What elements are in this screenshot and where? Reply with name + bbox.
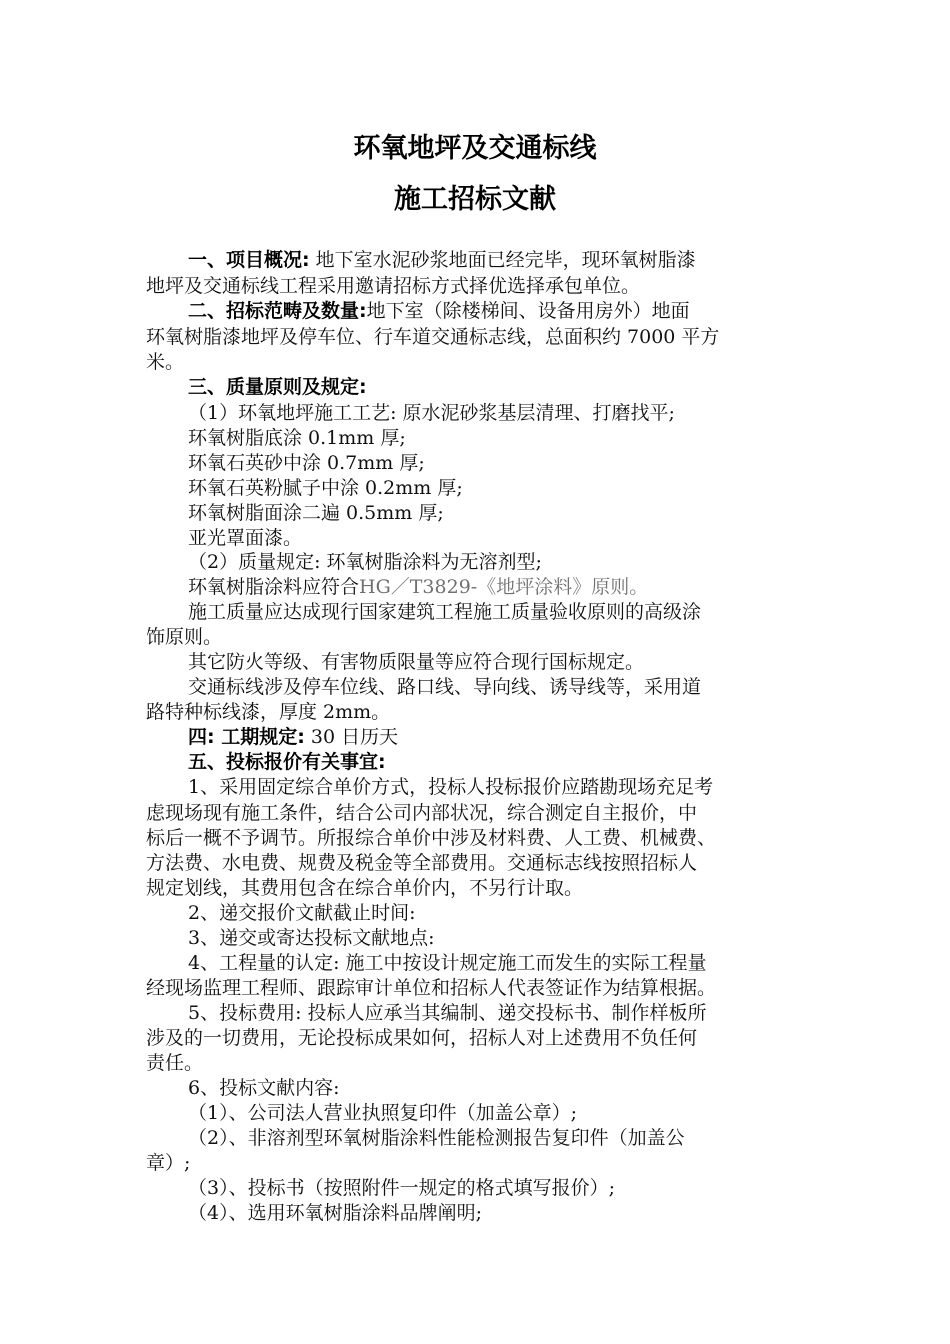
section-2-line-2: 环氧树脂漆地坪及停车位、行车道交通标志线，总面积约 7000 平方: [146, 326, 720, 348]
section-5-p6: 6、投标文献内容:: [188, 1077, 340, 1099]
section-1-text: 地下室水泥砂浆地面已经完毕，现环氧树脂漆: [315, 249, 696, 271]
section-3-item-2: （2）质量规定: 环氧树脂涂料为无溶剂型;: [188, 551, 542, 573]
section-5-p1-line-3: 标后一概不予调节。所报综合单价中涉及材料费、人工费、机械费、: [146, 827, 717, 849]
section-3-heading: 三、质量原则及规定:: [188, 376, 367, 398]
section-3-line-2: 环氧树脂底涂 0.1mm 厚;: [188, 427, 406, 449]
section-5-p5-line-1: 5、投标费用: 投标人应承当其编制、递交投标书、制作样板所: [188, 1002, 707, 1024]
document-subtitle: 施工招标文献: [394, 184, 556, 215]
content-item-2-line-1: （2）、非溶剂型环氧树脂涂料性能检测报告复印件（加盖公: [188, 1127, 685, 1149]
section-3-line-10: 饰原则。: [146, 626, 223, 648]
section-4-line: [188, 724, 852, 750]
section-1-heading: 一、项目概况:: [188, 249, 310, 271]
section-3-line-13: 路特种标线漆，厚度 2mm。: [146, 701, 391, 723]
section-3-line-6: 亚光罩面漆。: [188, 527, 303, 549]
section-1-line-2: 地坪及交通标线工程采用邀请招标方式择优选择承包单位。: [146, 275, 641, 297]
section-3-line-9: 施工质量应达成现行国家建筑工程施工质量验收原则的高级涂: [188, 601, 702, 623]
section-5-p4-line-1: 4、工程量的认定: 施工中按设计规定施工而发生的实际工程量: [188, 952, 707, 974]
section-5-p1-line-2: 虑现场现有施工条件，结合公司内部状况，综合测定自主报价，中: [146, 802, 698, 824]
standard-reference: HG／T3829-《地坪涂料》原则。: [359, 576, 649, 598]
section-3-line-3: 环氧石英砂中涂 0.7mm 厚;: [188, 452, 425, 474]
section-1-line-1: [188, 247, 852, 273]
section-5-p4-line-2: 经现场监理工程师、跟踪审计单位和招标人代表签证作为结算根据。: [146, 977, 717, 999]
section-3-line-12: 交通标线涉及停车位线、路口线、导向线、诱导线等，采用道: [188, 676, 702, 698]
section-5-p5-line-2: 涉及的一切费用，无论投标成果如何，招标人对上述费用不负任何: [146, 1027, 698, 1049]
section-2-line-1: [188, 298, 852, 324]
section-5-p2: 2、递交报价文献截止时间:: [188, 902, 416, 924]
section-5-p1-line-1: 1、采用固定综合单价方式，投标人投标报价应踏勘现场充足考: [188, 776, 714, 798]
section-5-p1-line-5: 规定划线，其费用包含在综合单价内，不另行计取。: [146, 877, 584, 899]
section-5-p5-line-3: 责任。: [146, 1052, 204, 1074]
section-2-line-3: 米。: [146, 351, 185, 373]
content-item-1: （1）、公司法人营业执照复印件（加盖公章）;: [188, 1102, 577, 1124]
content-item-2-line-2: 章）;: [146, 1152, 191, 1174]
content-item-4: （4）、选用环氧树脂涂料品牌阐明;: [188, 1202, 482, 1224]
document-title: 环氧地坪及交通标线: [353, 133, 597, 164]
standard-prefix: 环氧树脂涂料应符合: [188, 576, 360, 598]
section-3-line-4: 环氧石英粉腻子中涂 0.2mm 厚;: [188, 477, 463, 499]
section-5-p3: 3、递交或寄达投标文献地点:: [188, 927, 435, 949]
section-4-text: 30 日历天: [310, 726, 399, 748]
section-5-heading: 五、投标报价有关事宜:: [188, 751, 386, 773]
section-4-heading: 四: 工期规定:: [188, 726, 305, 748]
section-3-line-8: [188, 574, 852, 600]
section-3-line-5: 环氧树脂面涂二遍 0.5mm 厚;: [188, 502, 444, 524]
section-2-heading: 二、招标范畴及数量:: [188, 300, 367, 322]
section-2-text: 地下室（除楼梯间、设备用房外）地面: [366, 300, 690, 322]
section-3-item-1: （1）环氧地坪施工工艺: 原水泥砂浆基层清理、打磨找平;: [188, 402, 675, 424]
section-5-p1-line-4: 方法费、水电费、规费及税金等全部费用。交通标志线按照招标人: [146, 852, 698, 874]
content-item-3: （3）、投标书（按照附件一规定的格式填写报价）;: [188, 1177, 615, 1199]
section-3-line-11: 其它防火等级、有害物质限量等应符合现行国标规定。: [188, 651, 645, 673]
